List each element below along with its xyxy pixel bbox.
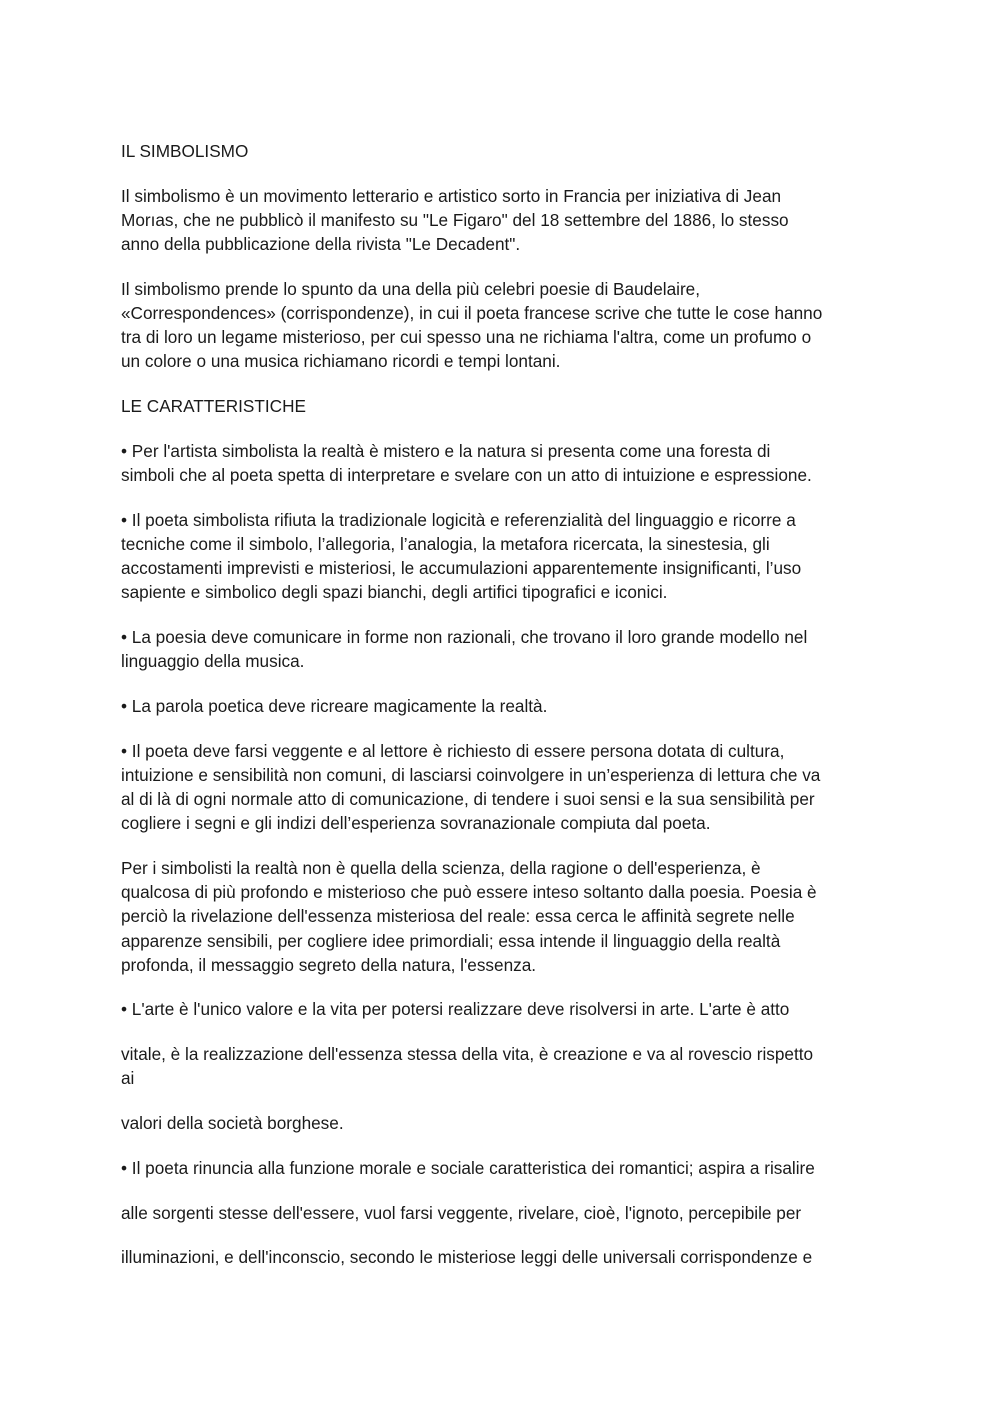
- bullet-paragraph: • Per l'artista simbolista la realtà è mistero e la natura si presenta come una foresta di simboli che al poeta spetta di interpretare e svelare con un atto di intuizione e espressione.: [121, 440, 812, 486]
- bullet-paragraph: • Il poeta simbolista rifiuta la tradizionale logicità e referenzialità del linguaggio e ricorre a tecniche come il simbolo, l’allegoria, l’analogia, la metafora ricercata, la sinestesia, gli accostamenti imprevisti e misteriosi, le accumulazioni apparentemente insignificanti, l’uso sapiente e simbolico degli spazi bianchi, degli artifici tipografici e iconici.: [121, 509, 802, 603]
- bullet-paragraph: • Il poeta rinuncia alla funzione morale e sociale caratteristica dei romantici; aspira a risalire: [121, 1157, 815, 1178]
- paragraph-continuation: valori della società borghese.: [121, 1113, 344, 1134]
- bullet-paragraph: • La parola poetica deve ricreare magicamente la realtà.: [121, 695, 548, 716]
- paragraph-continuation: vitale, è la realizzazione dell'essenza stessa della vita, è creazione e va al rovescio rispetto ai: [121, 1044, 814, 1089]
- bullet-paragraph: • La poesia deve comunicare in forme non razionali, che trovano il loro grande modello nel linguaggio della musica.: [121, 627, 808, 672]
- document-page: [121, 139, 886, 1290]
- document-title: IL SIMBOLISMO: [121, 141, 249, 161]
- section-heading: LE CARATTERISTICHE: [121, 396, 306, 417]
- paragraph-intro: Il simbolismo è un movimento letterario e artistico sorto in Francia per iniziativa di Jean Morıas, che ne pubblicò il manifesto su "Le Figaro" del 18 settembre del 1886, lo stesso anno della pubblicazione della rivista "Le Decadent".: [121, 185, 789, 255]
- paragraph-continuation: alle sorgenti stesse dell'essere, vuol farsi veggente, rivelare, cioè, l'ignoto, percepibile per: [121, 1202, 802, 1223]
- paragraph-reality: Per i simbolisti la realtà non è quella della scienza, della ragione o dell'esperienza, è qualcosa di più profondo e misterioso che può essere inteso soltanto dalla poesia. Poesia è perciò la rivelazione dell'essenza misteriosa del reale: essa cerca le affinità segrete nelle apparenze sensibili, per cogliere idee primordiali; essa intende il linguaggio della realtà profonda, il messaggio segreto della natura, l'essenza.: [121, 857, 817, 975]
- bullet-paragraph: • L'arte è l'unico valore e la vita per potersi realizzare deve risolversi in arte. L'arte è atto: [121, 999, 790, 1020]
- bullet-paragraph: • Il poeta deve farsi veggente e al lettore è richiesto di essere persona dotata di cultura, intuizione e sensibilità non comuni, di lasciarsi coinvolgere in un’esperienza di lettura che va al di là di ogni normale atto di comunicazione, di tendere i suoi sensi e la sua sensibilità per cogliere i segni e gli indizi dell’esperienza sovranazionale compiuta dal poeta.: [121, 740, 821, 834]
- paragraph-baudelaire: Il simbolismo prende lo spunto da una della più celebri poesie di Baudelaire, «Correspondences» (corrispondenze), in cui il poeta francese scrive che tutte le cose hanno tra di loro un legame misterioso, per cui spesso una ne richiama l'altra, come un profumo o un colore o una musica richiamano ricordi e tempi lontani.: [121, 278, 823, 372]
- paragraph-continuation: illuminazioni, e dell'inconscio, secondo le misteriose leggi delle universali corrispondenze e: [121, 1247, 813, 1268]
